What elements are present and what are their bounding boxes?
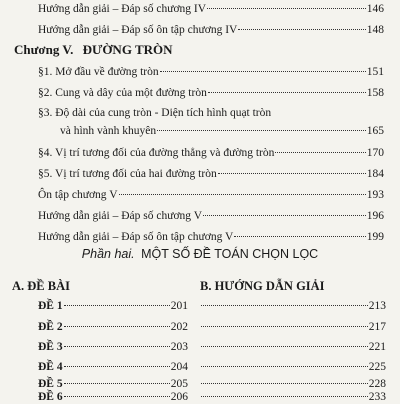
solution-page: 233 — [368, 391, 386, 403]
toc-entry-page: 196 — [366, 210, 384, 222]
exam-title: ĐỀ 4 — [38, 361, 63, 373]
column-a-heading: A. ĐỀ BÀI — [12, 279, 70, 293]
dot-leader — [203, 214, 366, 216]
toc-entry — [38, 106, 384, 120]
toc-entry-page: 148 — [366, 24, 384, 36]
dot-leader — [201, 395, 368, 397]
toc-entry — [38, 209, 384, 223]
toc-entry — [38, 167, 384, 181]
solution-entry — [200, 360, 386, 374]
toc-entry — [38, 146, 384, 160]
exam-page: 204 — [170, 361, 188, 373]
toc-entry-continuation — [60, 124, 384, 138]
toc-entry-title: và hình vành khuyên — [60, 125, 157, 137]
toc-entry — [38, 188, 384, 202]
toc-entry-title: §3. Độ dài của cung tròn - Diện tích hình quạt tròn — [38, 107, 272, 119]
part-label: Phần hai. — [81, 247, 135, 261]
exam-title: ĐỀ 1 — [38, 300, 63, 312]
dot-leader — [157, 129, 366, 131]
exam-title: ĐỀ 6 — [38, 391, 63, 403]
dot-leader — [208, 91, 366, 93]
solution-page: 228 — [368, 378, 386, 390]
exam-entry — [38, 299, 188, 313]
toc-entry-title: §1. Mở đầu về đường tròn — [38, 66, 159, 78]
dot-leader — [201, 365, 368, 367]
toc-entry-title: §5. Vị trí tương đối của hai đường tròn — [38, 168, 217, 180]
exam-title: ĐỀ 3 — [38, 341, 63, 353]
exam-page: 203 — [170, 341, 188, 353]
dot-leader — [218, 172, 366, 174]
dot-leader — [201, 382, 368, 384]
dot-leader — [64, 345, 170, 347]
toc-entry-page: 146 — [366, 3, 384, 15]
exam-title: ĐỀ 2 — [38, 321, 63, 333]
exam-entry — [38, 320, 188, 334]
toc-entry-page: 158 — [366, 87, 384, 99]
solution-entry — [200, 390, 386, 404]
toc-entry — [38, 86, 384, 100]
dot-leader — [275, 151, 365, 153]
toc-entry-title: §2. Cung và dây của một đường tròn — [38, 87, 207, 99]
dot-leader — [207, 7, 366, 9]
dot-leader — [64, 365, 170, 367]
exam-entry — [38, 377, 188, 391]
dot-leader — [234, 235, 365, 237]
solution-entry — [200, 320, 386, 334]
exam-page: 206 — [170, 391, 188, 403]
solution-page: 225 — [368, 361, 386, 373]
dot-leader — [64, 325, 170, 327]
toc-entry-title: Ôn tập chương V — [38, 189, 118, 201]
solution-page: 213 — [368, 300, 386, 312]
chapter-heading — [14, 42, 173, 58]
toc-entry-page: 151 — [366, 66, 384, 78]
column-b-heading: B. HƯỚNG DẪN GIẢI — [200, 279, 325, 293]
exam-entry — [38, 360, 188, 374]
exam-entry — [38, 390, 188, 404]
exam-page: 205 — [170, 378, 188, 390]
solution-page: 221 — [368, 341, 386, 353]
toc-entry-page: 199 — [366, 231, 384, 243]
dot-leader — [64, 395, 170, 397]
toc-entry-title: Hướng dẫn giải – Đáp số ôn tập chương V — [38, 231, 234, 243]
solution-entry — [200, 377, 386, 391]
dot-leader — [64, 382, 170, 384]
part-heading — [0, 247, 400, 261]
dot-leader — [201, 325, 368, 327]
solution-entry — [200, 299, 386, 313]
toc-entry — [38, 230, 384, 244]
dot-leader — [119, 193, 366, 195]
toc-entry-page: 184 — [366, 168, 384, 180]
toc-entry — [38, 65, 384, 79]
exam-page: 202 — [170, 321, 188, 333]
dot-leader — [201, 345, 368, 347]
dot-leader — [64, 304, 170, 306]
toc-entry-title: Hướng dẫn giải – Đáp số chương V — [38, 210, 202, 222]
toc-entry-page: 170 — [366, 147, 384, 159]
exam-entry — [38, 340, 188, 354]
toc-entry-title: Hướng dẫn giải – Đáp số chương IV — [38, 3, 207, 15]
solution-page: 217 — [368, 321, 386, 333]
dot-leader — [201, 304, 368, 306]
toc-entry-page: 193 — [366, 189, 384, 201]
toc-entry — [38, 2, 384, 16]
part-title: MỘT SỐ ĐỀ TOÁN CHỌN LỌC — [141, 247, 319, 261]
exam-page: 201 — [170, 300, 188, 312]
chapter-label: Chương V. — [14, 42, 74, 57]
exam-title: ĐỀ 5 — [38, 378, 63, 390]
toc-entry-page: 165 — [366, 125, 384, 137]
toc-entry-title: Hướng dẫn giải – Đáp số ôn tập chương IV — [38, 24, 238, 36]
dot-leader — [238, 28, 365, 30]
toc-entry — [38, 23, 384, 37]
toc-entry-title: §4. Vị trí tương đối của đường thẳng và đường tròn — [38, 147, 275, 159]
chapter-title: ĐƯỜNG TRÒN — [82, 42, 173, 57]
solution-entry — [200, 340, 386, 354]
dot-leader — [160, 70, 366, 72]
